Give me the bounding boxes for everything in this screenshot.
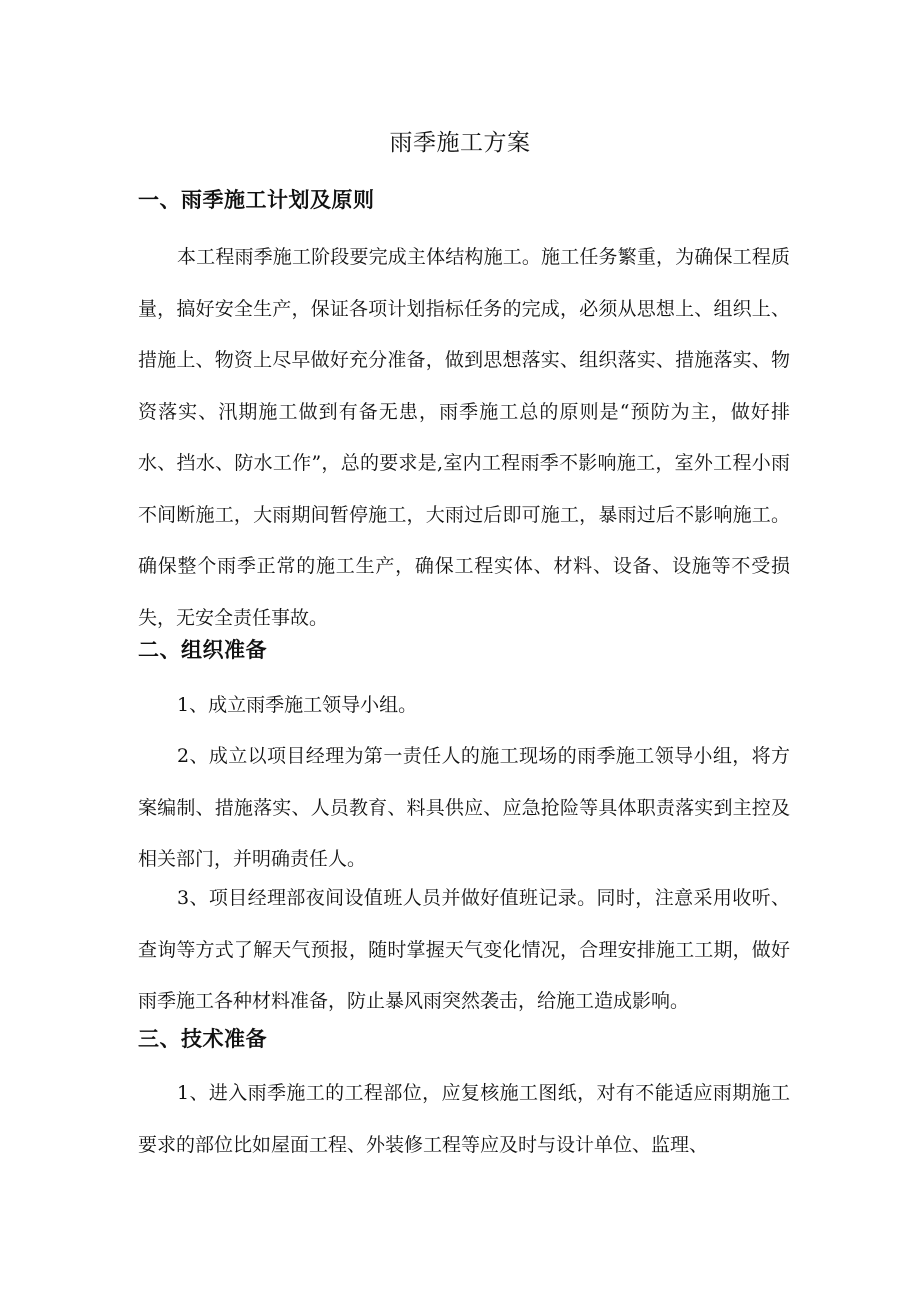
document-title: 雨季施工方案 bbox=[389, 130, 531, 156]
paragraph-technical-1: 1、进入雨季施工的工程部位，应复核施工图纸，对有不能适应雨期施工要求的部位比如屋面工程、外装修工程等应及时与设计单位、监理、 bbox=[138, 1082, 790, 1156]
section-heading-organization: 二、组织准备 bbox=[138, 638, 267, 662]
paragraph-organization-2: 2、成立以项目经理为第一责任人的施工现场的雨季施工领导小组，将方案编制、措施落实、人员教育、料具供应、应急抢险等具体职责落实到主控及相关部门，并明确责任人。 bbox=[138, 745, 790, 870]
section-heading-plan-principles: 一、雨季施工计划及原则 bbox=[138, 188, 375, 212]
paragraph-organization-3: 3、项目经理部夜间设值班人员并做好值班记录。同时，注意采用收听、查询等方式了解天气预报，随时掌握天气变化情况，合理安排施工工期，做好雨季施工各种材料准备，防止暴风雨突然袭击，给施工造成影响。 bbox=[138, 887, 790, 1012]
paragraph-plan-principles: 本工程雨季施工阶段要完成主体结构施工。施工任务繁重，为确保工程质量，搞好安全生产，保证各项计划指标任务的完成，必须从思想上、组织上、措施上、物资上尽早做好充分准备，做到思想落实、组织落实、措施落实、物资落实、汛期施工做到有备无患，雨季施工总的原则是“预防为主，做好排水、挡水、防水工作”，总的要求是,室内工程雨季不影响施工，室外工程小雨不间断施工，大雨期间暂停施工，大雨过后即可施工，暴雨过后不影响施工。确保整个雨季正常的施工生产，确保工程实体、材料、设备、设施等不受损失，无安全责任事故。 bbox=[138, 246, 790, 629]
section-heading-technical: 三、技术准备 bbox=[138, 1027, 267, 1051]
paragraph-organization-1: 1、成立雨季施工领导小组。 bbox=[177, 694, 418, 716]
